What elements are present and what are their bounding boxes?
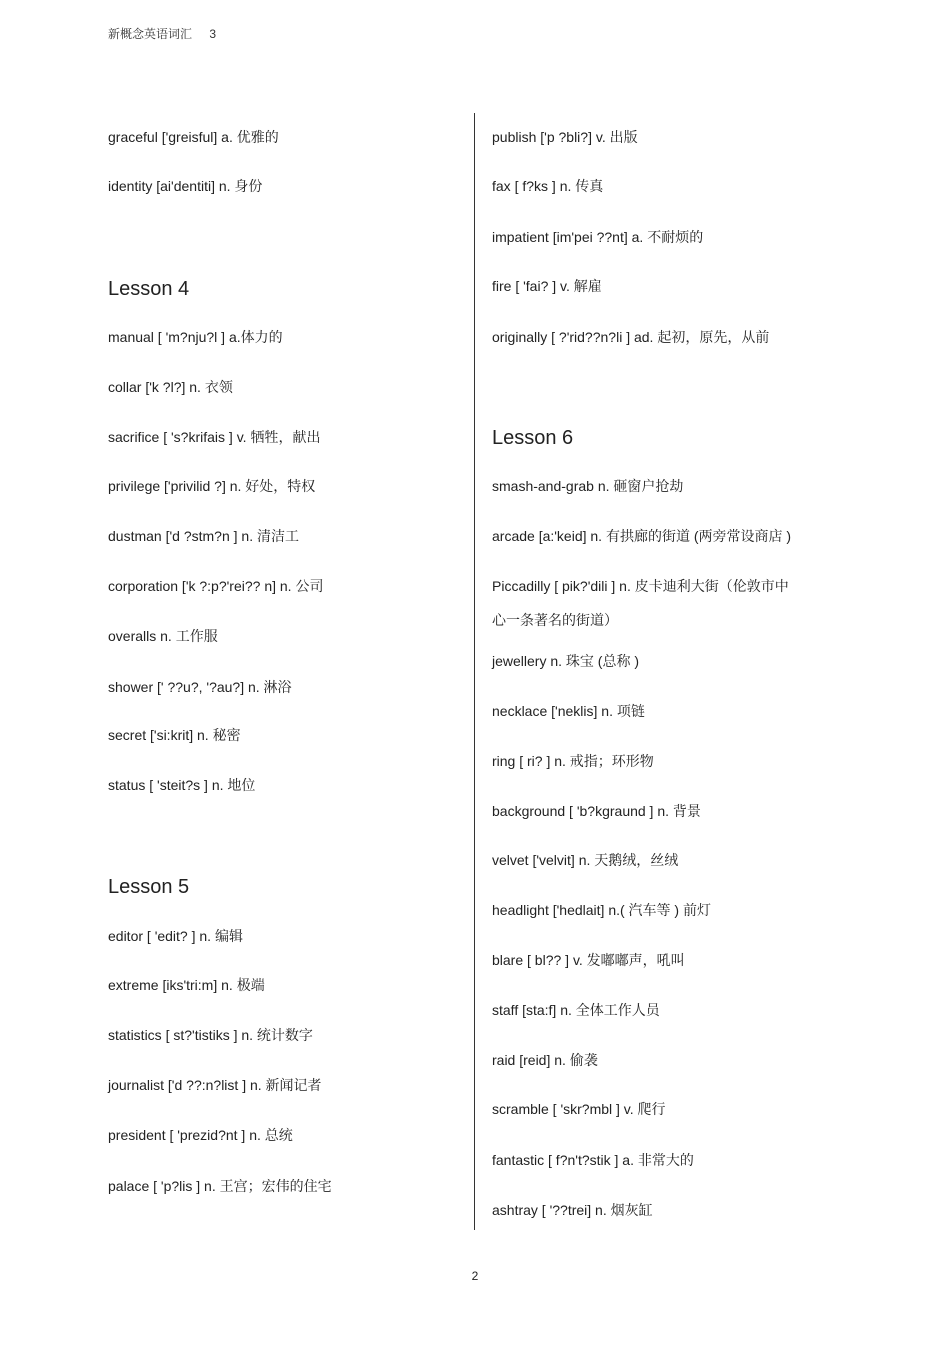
vocab-entry: shower [' ??u?, '?au?] n. 淋浴 [108,679,292,695]
vocab-entry: raid [reid] n. 偷袭 [492,1052,598,1068]
vocab-entry: necklace ['neklis] n. 项链 [492,703,645,719]
vocab-entry: smash-and-grab n. 砸窗户抢劫 [492,478,684,494]
vocab-entry: status [ 'steit?s ] n. 地位 [108,777,256,793]
vocab-entry: publish ['p ?bli?] v. 出版 [492,129,638,145]
vocab-entry: graceful ['greisful] a. 优雅的 [108,129,279,145]
vocab-entry: staff [sta:f] n. 全体工作人员 [492,1002,660,1018]
lesson-heading: Lesson 6 [492,427,574,449]
header-title: 新概念英语词汇 [108,27,193,41]
lesson-heading: Lesson 5 [108,876,190,898]
vocab-entry: ring [ ri? ] n. 戒指；环形物 [492,753,654,769]
vocab-entry: extreme [iks'tri:m] n. 极端 [108,977,265,993]
vocab-entry: secret ['si:krit] n. 秘密 [108,727,241,743]
vocab-entry: impatient [im'pei ??nt] a. 不耐烦的 [492,229,704,245]
vocab-entry: president [ 'prezid?nt ] n. 总统 [108,1127,293,1143]
vocab-entry: sacrifice [ 's?krifais ] v. 牺牲，献出 [108,429,321,445]
vocab-entry: Piccadilly [ pik?'dili ] n. 皮卡迪利大街（伦敦市中 [492,578,789,594]
vocab-entry: corporation ['k ?:p?'rei?? n] n. 公司 [108,578,324,594]
vocab-entry: identity [ai'dentiti] n. 身份 [108,178,263,194]
vocab-entry: statistics [ st?'tistiks ] n. 统计数字 [108,1027,313,1043]
vocab-entry: originally [ ?'rid??n?li ] ad. 起初，原先，从前 [492,329,770,345]
vocab-entry: scramble [ 'skr?mbl ] v. 爬行 [492,1101,666,1117]
vocab-entry: fire [ 'fai? ] v. 解雇 [492,278,602,294]
vocab-entry: palace [ 'p?lis ] n. 王宫；宏伟的住宅 [108,1178,332,1194]
page-number: 2 [471,1269,479,1283]
vocab-entry: ashtray [ '??trei] n. 烟灰缸 [492,1202,653,1218]
vocab-entry: journalist ['d ??:n?list ] n. 新闻记者 [108,1077,322,1093]
vocab-entry: velvet ['velvit] n. 天鹅绒，丝绒 [492,852,679,868]
column-divider [474,113,475,1230]
vocab-entry: privilege ['privilid ?] n. 好处，特权 [108,478,316,494]
lesson-heading: Lesson 4 [108,278,190,300]
vocab-entry: dustman ['d ?stm?n ] n. 清洁工 [108,528,299,544]
vocab-entry: jewellery n. 珠宝 (总称 ) [492,653,640,669]
vocab-entry: collar ['k ?l?] n. 衣领 [108,379,233,395]
vocab-entry: fantastic [ f?n't?stik ] a. 非常大的 [492,1152,694,1168]
vocab-entry: overalls n. 工作服 [108,628,218,644]
vocab-entry-continuation: 心一条著名的街道） [492,612,618,628]
vocab-entry: headlight ['hedlait] n.( 汽车等 ) 前灯 [492,902,711,918]
vocab-entry: background [ 'b?kgraund ] n. 背景 [492,803,701,819]
vocab-entry: blare [ bl?? ] v. 发嘟嘟声，吼叫 [492,952,685,968]
page-header [108,25,216,42]
vocab-entry: manual [ 'm?nju?l ] a.体力的 [108,329,283,345]
vocab-entry: fax [ f?ks ] n. 传真 [492,178,604,194]
vocab-entry: editor [ 'edit? ] n. 编辑 [108,928,243,944]
header-volume: 3 [209,27,217,41]
vocab-entry: arcade [a:'keid] n. 有拱廊的街道 (两旁常设商店 ) [492,528,792,544]
